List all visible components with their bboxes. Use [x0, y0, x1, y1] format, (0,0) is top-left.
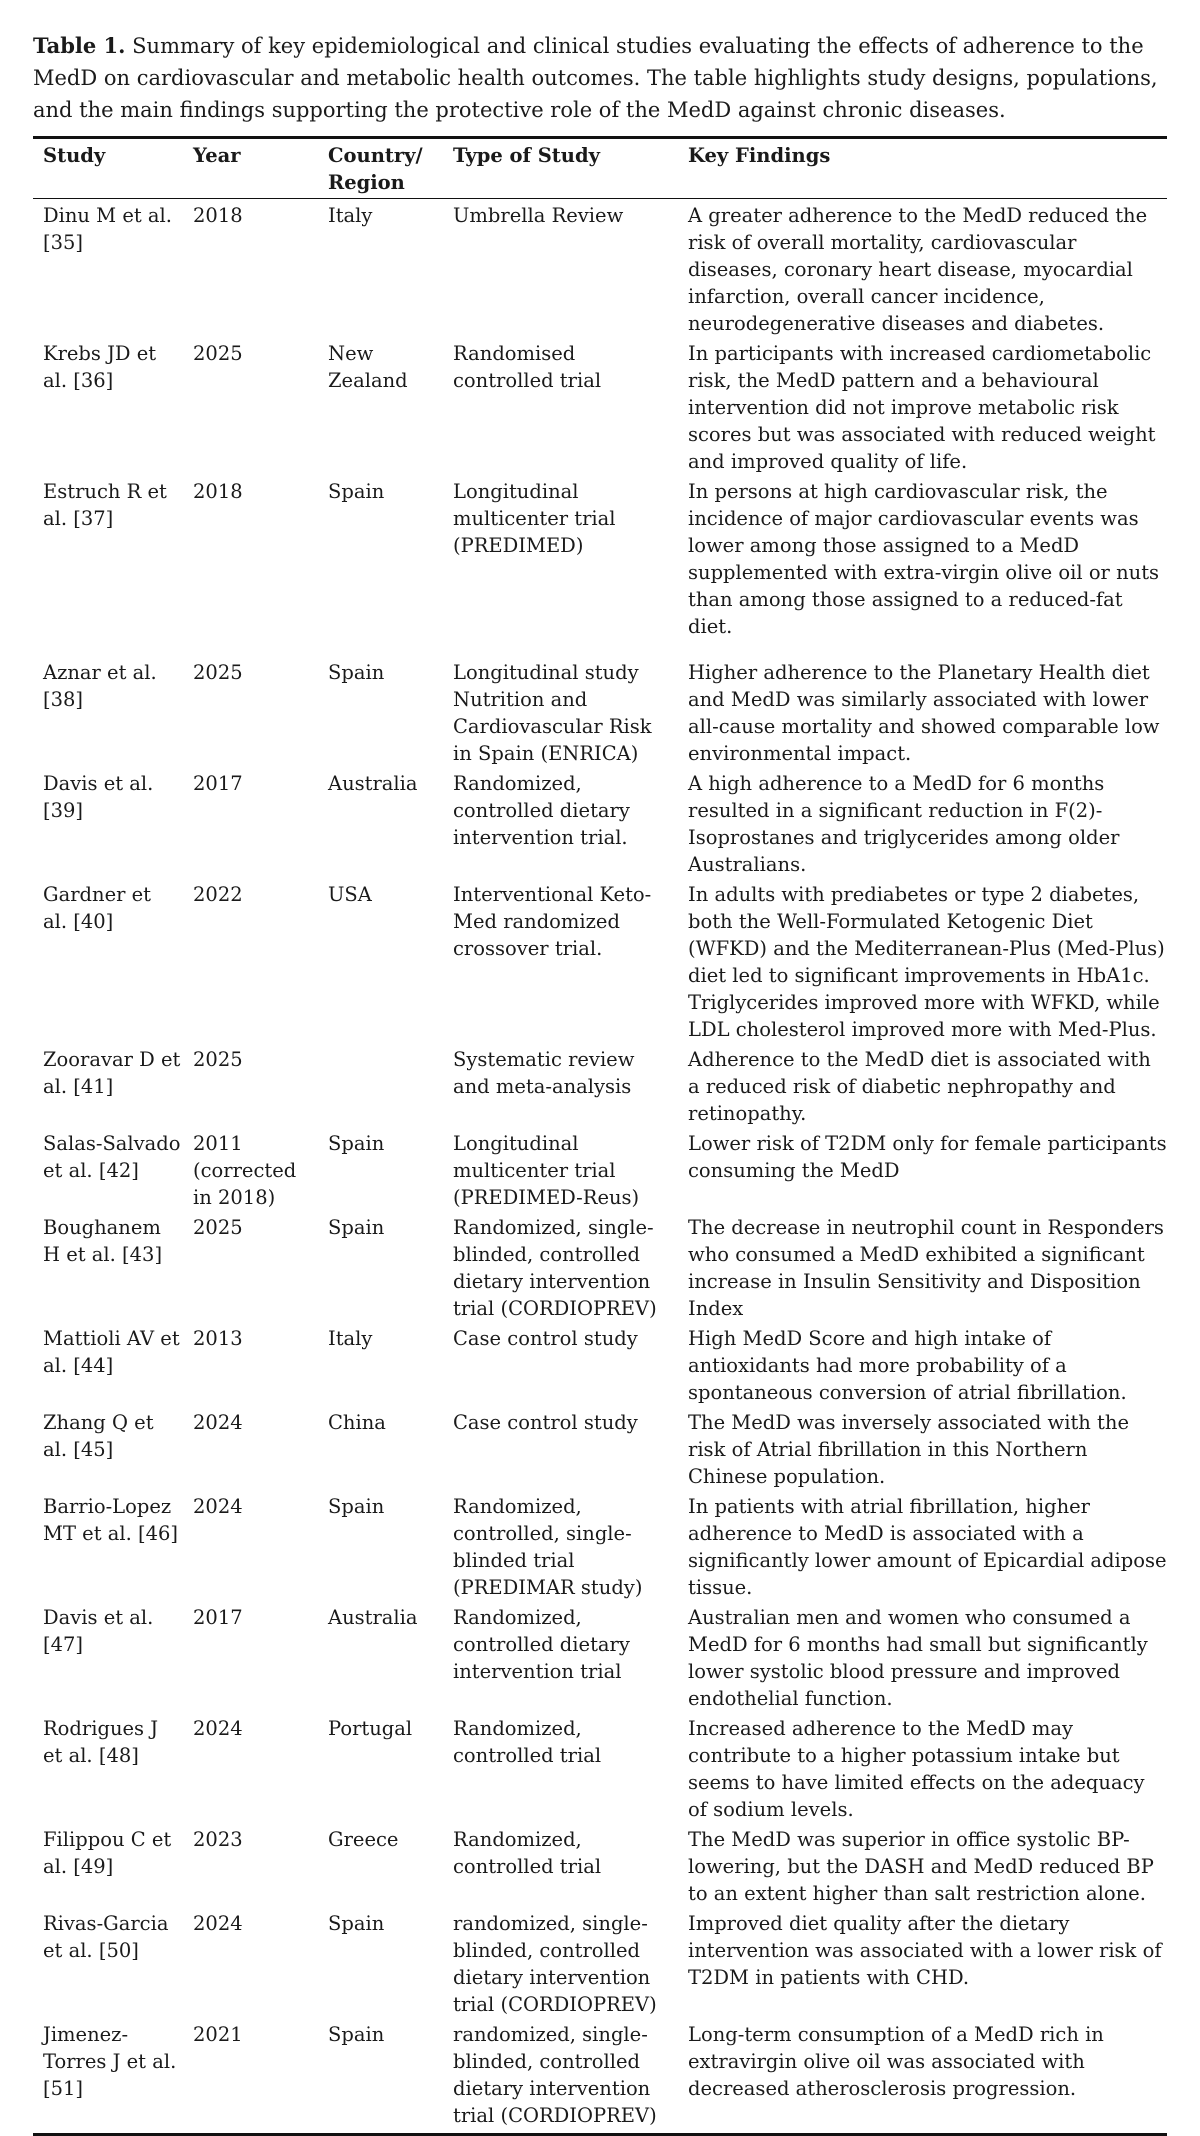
cell-study: Boughanem H et al. [43]: [43, 1216, 163, 1266]
cell-study: Aznar et al. [38]: [43, 661, 157, 711]
cell-findings: Improved diet quality after the dietary intervention was associated with a lower risk of T2DM in patients with CHD.: [688, 1912, 1162, 1989]
cell-type: Longitudinal multicenter trial (PREDIMED-Reus): [453, 1132, 640, 1209]
cell-country: Portugal: [328, 1717, 413, 1740]
cell-country: Spain: [328, 2023, 385, 2046]
table-row: [33, 1127, 1167, 1211]
cell-year: 2011 (corrected in 2018): [193, 1132, 297, 1209]
cell-findings: A greater adherence to the MedD reduced the risk of overall mortality, cardiovascular diseases, coronary heart disease, myocardial infarction, overall cancer incidence, neurodegenerative diseases and diabetes.: [688, 204, 1148, 335]
cell-findings: Higher adherence to the Planetary Health diet and MedD was similarly associated with lower all-cause mortality and showed comparable low environmental impact.: [688, 661, 1160, 765]
cell-type: Systematic review and meta-analysis: [453, 1048, 635, 1098]
cell-study: Dinu M et al. [35]: [43, 204, 172, 254]
cell-country: Greece: [328, 1828, 399, 1851]
table-row: [33, 1823, 1167, 1907]
table-row: [33, 475, 1167, 656]
cell-year: 2017: [193, 1606, 243, 1629]
cell-year: 2023: [193, 1828, 243, 1851]
cell-findings: The MedD was superior in office systolic BP-lowering, but the DASH and MedD reduced BP to an extent higher than salt restriction alone.: [688, 1828, 1154, 1905]
cell-study: Davis et al. [39]: [43, 772, 154, 822]
cell-findings: Lower risk of T2DM only for female participants consuming the MedD: [688, 1132, 1167, 1182]
table-row: [33, 1601, 1167, 1712]
cell-study: Mattioli AV et al. [44]: [43, 1327, 180, 1377]
cell-type: Randomized, controlled trial: [453, 1828, 602, 1878]
cell-year: 2025: [193, 1216, 243, 1239]
cell-country: Australia: [328, 1606, 418, 1629]
cell-country: Spain: [328, 480, 385, 503]
cell-year: 2021: [193, 2023, 243, 2046]
table-row: [33, 1043, 1167, 1127]
table-row: [33, 1406, 1167, 1490]
cell-findings: In participants with increased cardiometabolic risk, the MedD pattern and a behavioural intervention did not improve metabolic risk scores but was associated with reduced weight and improved quality of life.: [688, 342, 1156, 473]
cell-year: 2024: [193, 1717, 243, 1740]
cell-country: China: [328, 1411, 386, 1434]
cell-findings: The MedD was inversely associated with the risk of Atrial fibrillation in this Northern Chinese population.: [688, 1411, 1129, 1488]
table-body: [33, 199, 1167, 2135]
cell-type: randomized, single-blinded, controlled dietary intervention trial (CORDIOPREV): [453, 1912, 657, 2016]
cell-country: Spain: [328, 1495, 385, 1518]
cell-findings: High MedD Score and high intake of antioxidants had more probability of a spontaneous conversion of atrial fibrillation.: [688, 1327, 1127, 1404]
table-row: [33, 199, 1167, 338]
cell-findings: In persons at high cardiovascular risk, the incidence of major cardiovascular events was lower among those assigned to a MedD supplemented with extra-virgin olive oil or nuts than among those assigned to a reduced-fat diet.: [688, 480, 1160, 638]
cell-type: Interventional Keto-Med randomized crossover trial.: [453, 883, 652, 960]
header-study: Study: [33, 138, 183, 199]
cell-year: 2013: [193, 1327, 243, 1350]
cell-study: Davis et al. [47]: [43, 1606, 154, 1656]
header-country: Country/ Region: [318, 138, 443, 199]
table-row: [33, 656, 1167, 767]
caption-text: Summary of key epidemiological and clinical studies evaluating the effects of adherence to the MedD on cardiovascular and metabolic health outcomes. The table highlights study designs, populations, and the main findings supporting the protective role of the MedD against chronic diseases.: [33, 34, 1158, 122]
cell-type: Umbrella Review: [453, 204, 624, 227]
cell-type: Longitudinal multicenter trial (PREDIMED): [453, 480, 616, 557]
cell-year: 2017: [193, 772, 243, 795]
table-row: [33, 1712, 1167, 1823]
table-row: [33, 1490, 1167, 1601]
cell-country: Italy: [328, 1327, 373, 1350]
cell-country: Spain: [328, 661, 385, 684]
cell-study: Jimenez-Torres J et al. [51]: [43, 2023, 177, 2100]
table-row: [33, 878, 1167, 1043]
cell-year: 2025: [193, 661, 243, 684]
cell-country: [318, 1043, 443, 1127]
cell-study: Estruch R et al. [37]: [43, 480, 167, 530]
studies-table: [33, 136, 1167, 2136]
header-type: Type of Study: [443, 138, 678, 199]
cell-study: Salas-Salvado et al. [42]: [43, 1132, 181, 1182]
cell-study: Rivas-Garcia et al. [50]: [43, 1912, 169, 1962]
cell-year: 2022: [193, 883, 243, 906]
document-page: [33, 30, 1167, 2136]
cell-country: Spain: [328, 1132, 385, 1155]
cell-study: Gardner et al. [40]: [43, 883, 152, 933]
table-row: [33, 1211, 1167, 1322]
cell-type: randomized, single-blinded, controlled dietary intervention trial (CORDIOPREV): [453, 2023, 657, 2127]
table-row: [33, 2018, 1167, 2135]
cell-type: Case control study: [453, 1327, 638, 1350]
cell-findings: In patients with atrial fibrillation, higher adherence to MedD is associated with a significantly lower amount of Epicardial adipose tissue.: [688, 1495, 1167, 1599]
cell-findings: In adults with prediabetes or type 2 diabetes, both the Well-Formulated Ketogenic Diet (WFKD) and the Mediterranean-Plus (Med-Plus) diet led to significant improvements in HbA1c. Triglycerides improved more with WFKD, while LDL cholesterol improved more with Med-Plus.: [688, 883, 1165, 1041]
cell-findings: Increased adherence to the MedD may contribute to a higher potassium intake but seems to have limited effects on the adequacy of sodium levels.: [688, 1717, 1145, 1821]
cell-country: Spain: [328, 1216, 385, 1239]
cell-type: Randomized, controlled dietary intervention trial: [453, 1606, 630, 1683]
cell-type: Longitudinal study Nutrition and Cardiovascular Risk in Spain (ENRICA): [453, 661, 652, 765]
cell-type: Randomized, controlled dietary intervention trial.: [453, 772, 630, 849]
cell-year: 2018: [193, 204, 243, 227]
header-findings: Key Findings: [678, 138, 1167, 199]
caption-label: Table 1.: [33, 33, 126, 58]
table-caption: [33, 30, 1167, 126]
cell-type: Randomised controlled trial: [453, 342, 602, 392]
cell-type: Randomized, single-blinded, controlled dietary intervention trial (CORDIOPREV): [453, 1216, 657, 1320]
cell-type: Randomized, controlled trial: [453, 1717, 602, 1767]
cell-country: New Zealand: [328, 342, 408, 392]
cell-type: Randomized, controlled, single-blinded trial (PREDIMAR study): [453, 1495, 643, 1599]
cell-year: 2024: [193, 1495, 243, 1518]
cell-study: Barrio-Lopez MT et al. [46]: [43, 1495, 179, 1545]
cell-findings: The decrease in neutrophil count in Responders who consumed a MedD exhibited a significant increase in Insulin Sensitivity and Disposition Index: [688, 1216, 1164, 1320]
table-row: [33, 1322, 1167, 1406]
table-row: [33, 767, 1167, 878]
cell-findings: Long-term consumption of a MedD rich in extravirgin olive oil was associated with decreased atherosclerosis progression.: [688, 2023, 1104, 2100]
table-row: [33, 1907, 1167, 2018]
cell-study: Filippou C et al. [49]: [43, 1828, 172, 1878]
cell-country: Australia: [328, 772, 418, 795]
cell-year: 2018: [193, 480, 243, 503]
cell-study: Rodrigues J et al. [48]: [43, 1717, 159, 1767]
cell-year: 2024: [193, 1912, 243, 1935]
header-row: [33, 138, 1167, 199]
cell-study: Krebs JD et al. [36]: [43, 342, 157, 392]
cell-country: Italy: [328, 204, 373, 227]
cell-country: USA: [328, 883, 372, 906]
cell-year: 2025: [193, 1048, 243, 1071]
cell-type: Case control study: [453, 1411, 638, 1434]
cell-study: Zhang Q et al. [45]: [43, 1411, 154, 1461]
table-row: [33, 337, 1167, 475]
cell-year: 2025: [193, 342, 243, 365]
cell-country: Spain: [328, 1912, 385, 1935]
cell-findings: Australian men and women who consumed a MedD for 6 months had small but significantly lower systolic blood pressure and improved endothelial function.: [688, 1606, 1148, 1710]
table-header: [33, 138, 1167, 199]
cell-study: Zooravar D et al. [41]: [43, 1048, 181, 1098]
header-year: Year: [183, 138, 318, 199]
cell-findings: Adherence to the MedD diet is associated with a reduced risk of diabetic nephropathy and retinopathy.: [688, 1048, 1151, 1125]
cell-year: 2024: [193, 1411, 243, 1434]
cell-findings: A high adherence to a MedD for 6 months resulted in a significant reduction in F(2)-Isoprostanes and triglycerides among older Australians.: [688, 772, 1120, 876]
